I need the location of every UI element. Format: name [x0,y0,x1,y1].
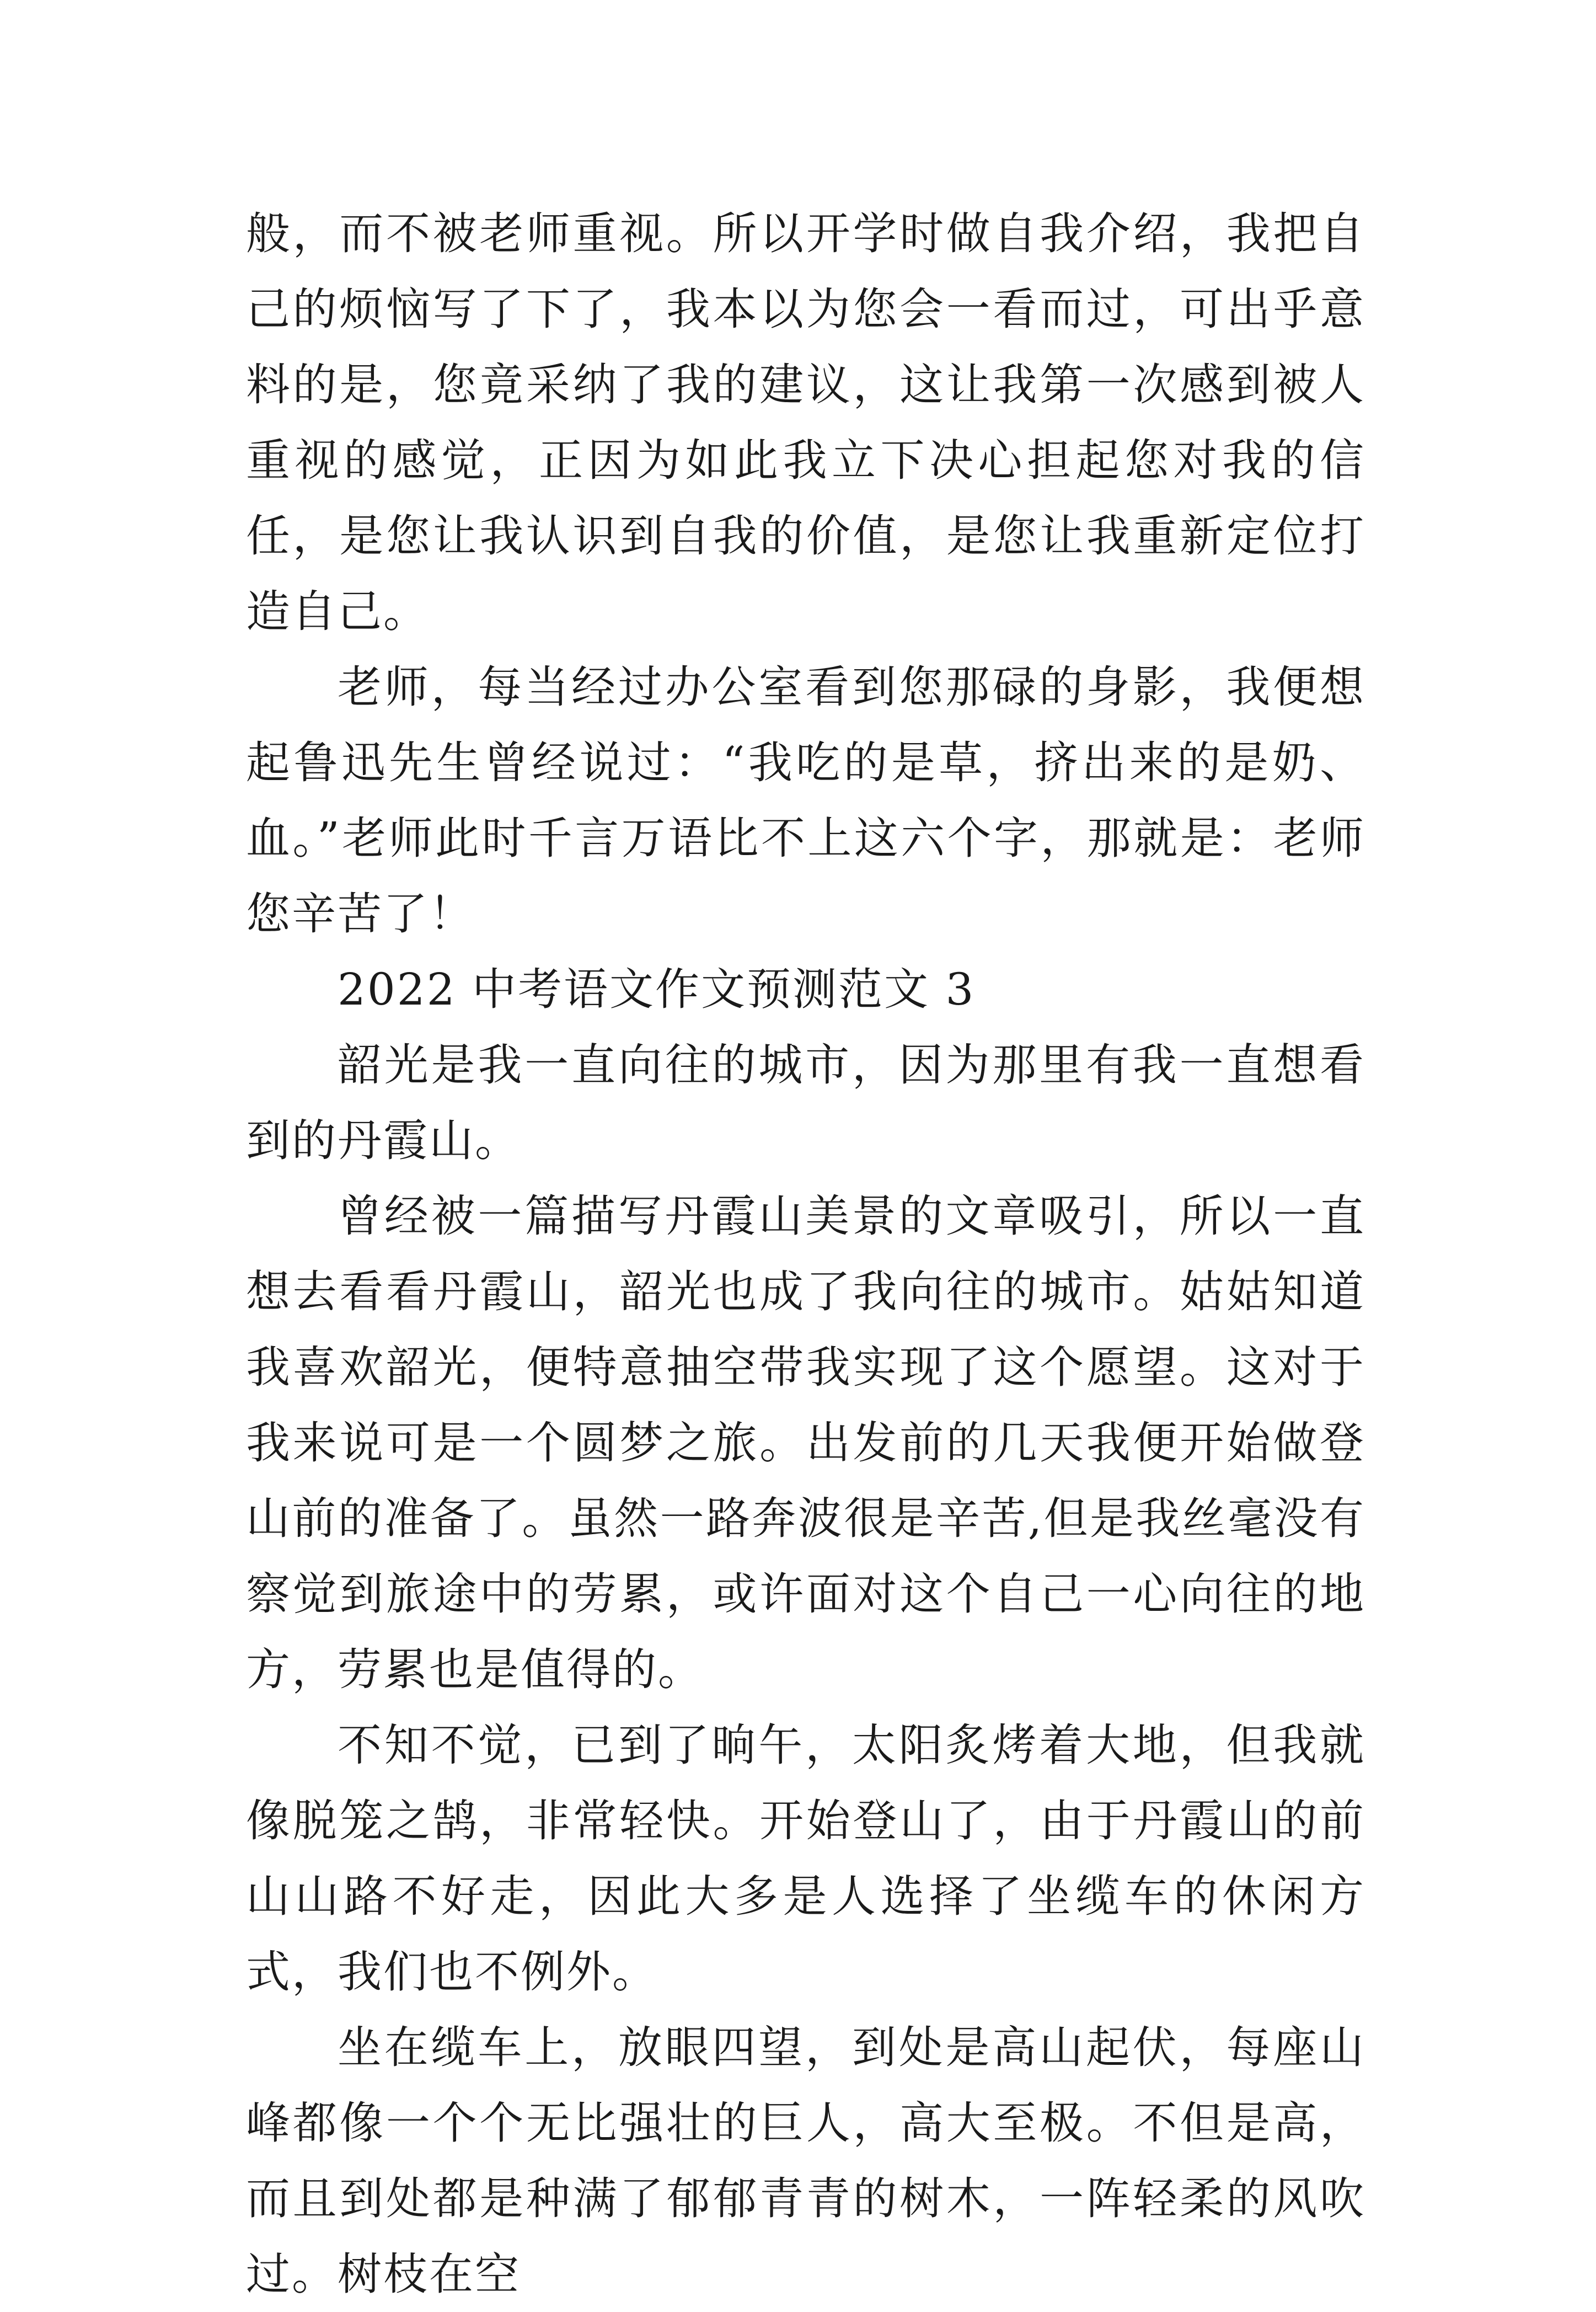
paragraph-continuation: 般，而不被老师重视。所以开学时做自我介绍，我把自己的烦恼写了下了，我本以为您会一看而过，可出乎意料的是，您竟采纳了我的建议，这让我第一次感到被人重视的感觉，正因为如此我立下决心担起您对我的信任，是您让我认识到自我的价值，是您让我重新定位打造自己。 [246,208,1365,637]
paragraph-cable-car: 坐在缆车上，放眼四望，到处是高山起伏，每座山峰都像一个个无比强壮的巨人，高大至极。不但是高，而且到处都是种满了郁郁青青的树木，一阵轻柔的风吹过。树枝在空 [246,2022,1365,2300]
essay-heading: 2022 中考语文作文预测范文 3 [338,964,976,1015]
paragraph-teacher-thanks: 老师，每当经过办公室看到您那碌的身影，我便想起鲁迅先生曾经说过：“我吃的是草，挤出来的是奶、血。”老师此时千言万语比不上这六个字，那就是：老师您辛苦了！ [246,661,1365,939]
document-body [246,196,1365,2312]
paragraph-climbing: 不知不觉，已到了晌午，太阳炙烤着大地，但我就像脱笼之鹄，非常轻快。开始登山了，由于丹霞山的前山山路不好走，因此大多是人选择了坐缆车的休闲方式，我们也不例外。 [246,1720,1365,1998]
paragraph-shaoguan-intro: 韶光是我一直向往的城市，因为那里有我一直想看到的丹霞山。 [246,1039,1365,1166]
paragraph-danxia-attraction: 曾经被一篇描写丹霞山美景的文章吸引，所以一直想去看看丹霞山，韶光也成了我向往的城市。姑姑知道我喜欢韶光，便特意抽空带我实现了这个愿望。这对于我来说可是一个圆梦之旅。出发前的几天我便开始做登山前的准备了。虽然一路奔波很是辛苦,但是我丝毫没有察觉到旅途中的劳累，或许面对这个自己一心向往的地方，劳累也是值得的。 [246,1190,1365,1695]
